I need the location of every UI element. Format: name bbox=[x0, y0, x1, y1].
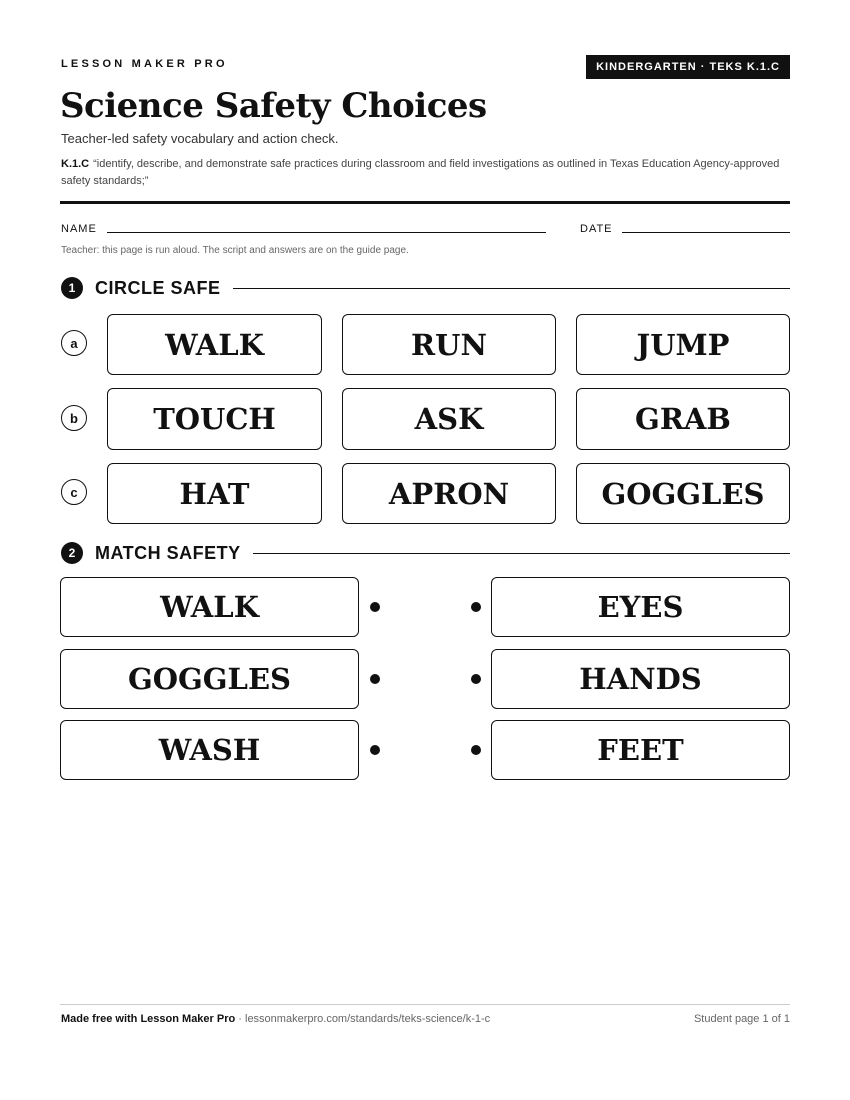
match-dot-left[interactable] bbox=[370, 602, 380, 612]
word-choice[interactable]: WALK bbox=[107, 314, 322, 375]
word-choice[interactable]: GOGGLES bbox=[576, 463, 790, 524]
grade-standard-badge: KINDERGARTEN · TEKS K.1.C bbox=[586, 55, 790, 79]
row-letter-a: a bbox=[61, 330, 87, 356]
footer-credit bbox=[61, 1013, 490, 1025]
section-number-badge: 1 bbox=[61, 277, 83, 299]
match-left-item[interactable]: WALK bbox=[60, 577, 359, 637]
word-choice[interactable]: HAT bbox=[107, 463, 322, 524]
match-right-item[interactable]: EYES bbox=[491, 577, 790, 637]
section-match-safety-header bbox=[61, 541, 790, 565]
match-dot-left[interactable] bbox=[370, 674, 380, 684]
footer-divider bbox=[60, 1004, 790, 1005]
page-subtitle: Teacher-led safety vocabulary and action check. bbox=[61, 131, 339, 146]
word-choice[interactable]: RUN bbox=[342, 314, 556, 375]
match-left-item[interactable]: WASH bbox=[60, 720, 359, 780]
section-rule bbox=[253, 553, 790, 554]
standard-code: K.1.C bbox=[61, 158, 90, 170]
standard-description bbox=[61, 156, 791, 190]
date-label: DATE bbox=[580, 223, 613, 235]
standard-text: “identify, describe, and demonstrate safe practices during classroom and field investigations as outlined in Texas Education Agency-approved safety standards;” bbox=[61, 158, 780, 187]
footer-url-link[interactable]: lessonmakerpro.com/standards/teks-science/k-1-c bbox=[245, 1013, 491, 1025]
section-title: MATCH SAFETY bbox=[95, 542, 241, 563]
match-right-item[interactable]: HANDS bbox=[491, 649, 790, 709]
page-title: Science Safety Choices bbox=[60, 86, 487, 126]
name-label: NAME bbox=[61, 223, 97, 235]
footer-made-by: Made free with Lesson Maker Pro bbox=[61, 1013, 236, 1025]
section-rule bbox=[233, 288, 790, 289]
header-divider bbox=[60, 201, 790, 204]
footer-page-number: Student page 1 of 1 bbox=[693, 1013, 790, 1025]
word-choice[interactable]: ASK bbox=[342, 388, 556, 450]
row-letter-b: b bbox=[61, 405, 87, 431]
word-choice[interactable]: APRON bbox=[342, 463, 556, 524]
word-choice[interactable]: JUMP bbox=[576, 314, 790, 375]
teacher-note: Teacher: this page is run aloud. The script and answers are on the guide page. bbox=[61, 245, 409, 256]
section-title: CIRCLE SAFE bbox=[95, 277, 221, 298]
name-field[interactable] bbox=[107, 232, 546, 233]
footer-separator: · bbox=[235, 1013, 245, 1025]
date-field[interactable] bbox=[622, 232, 790, 233]
row-letter-c: c bbox=[61, 479, 87, 505]
match-dot-right[interactable] bbox=[471, 602, 481, 612]
word-choice[interactable]: TOUCH bbox=[107, 388, 322, 450]
match-dot-right[interactable] bbox=[471, 745, 481, 755]
match-left-item[interactable]: GOGGLES bbox=[60, 649, 359, 709]
brand-name: LESSON MAKER PRO bbox=[61, 58, 228, 70]
match-dot-right[interactable] bbox=[471, 674, 481, 684]
match-dot-left[interactable] bbox=[370, 745, 380, 755]
section-circle-safe-header bbox=[61, 276, 790, 300]
word-choice[interactable]: GRAB bbox=[576, 388, 790, 450]
section-number-badge: 2 bbox=[61, 542, 83, 564]
match-right-item[interactable]: FEET bbox=[491, 720, 790, 780]
